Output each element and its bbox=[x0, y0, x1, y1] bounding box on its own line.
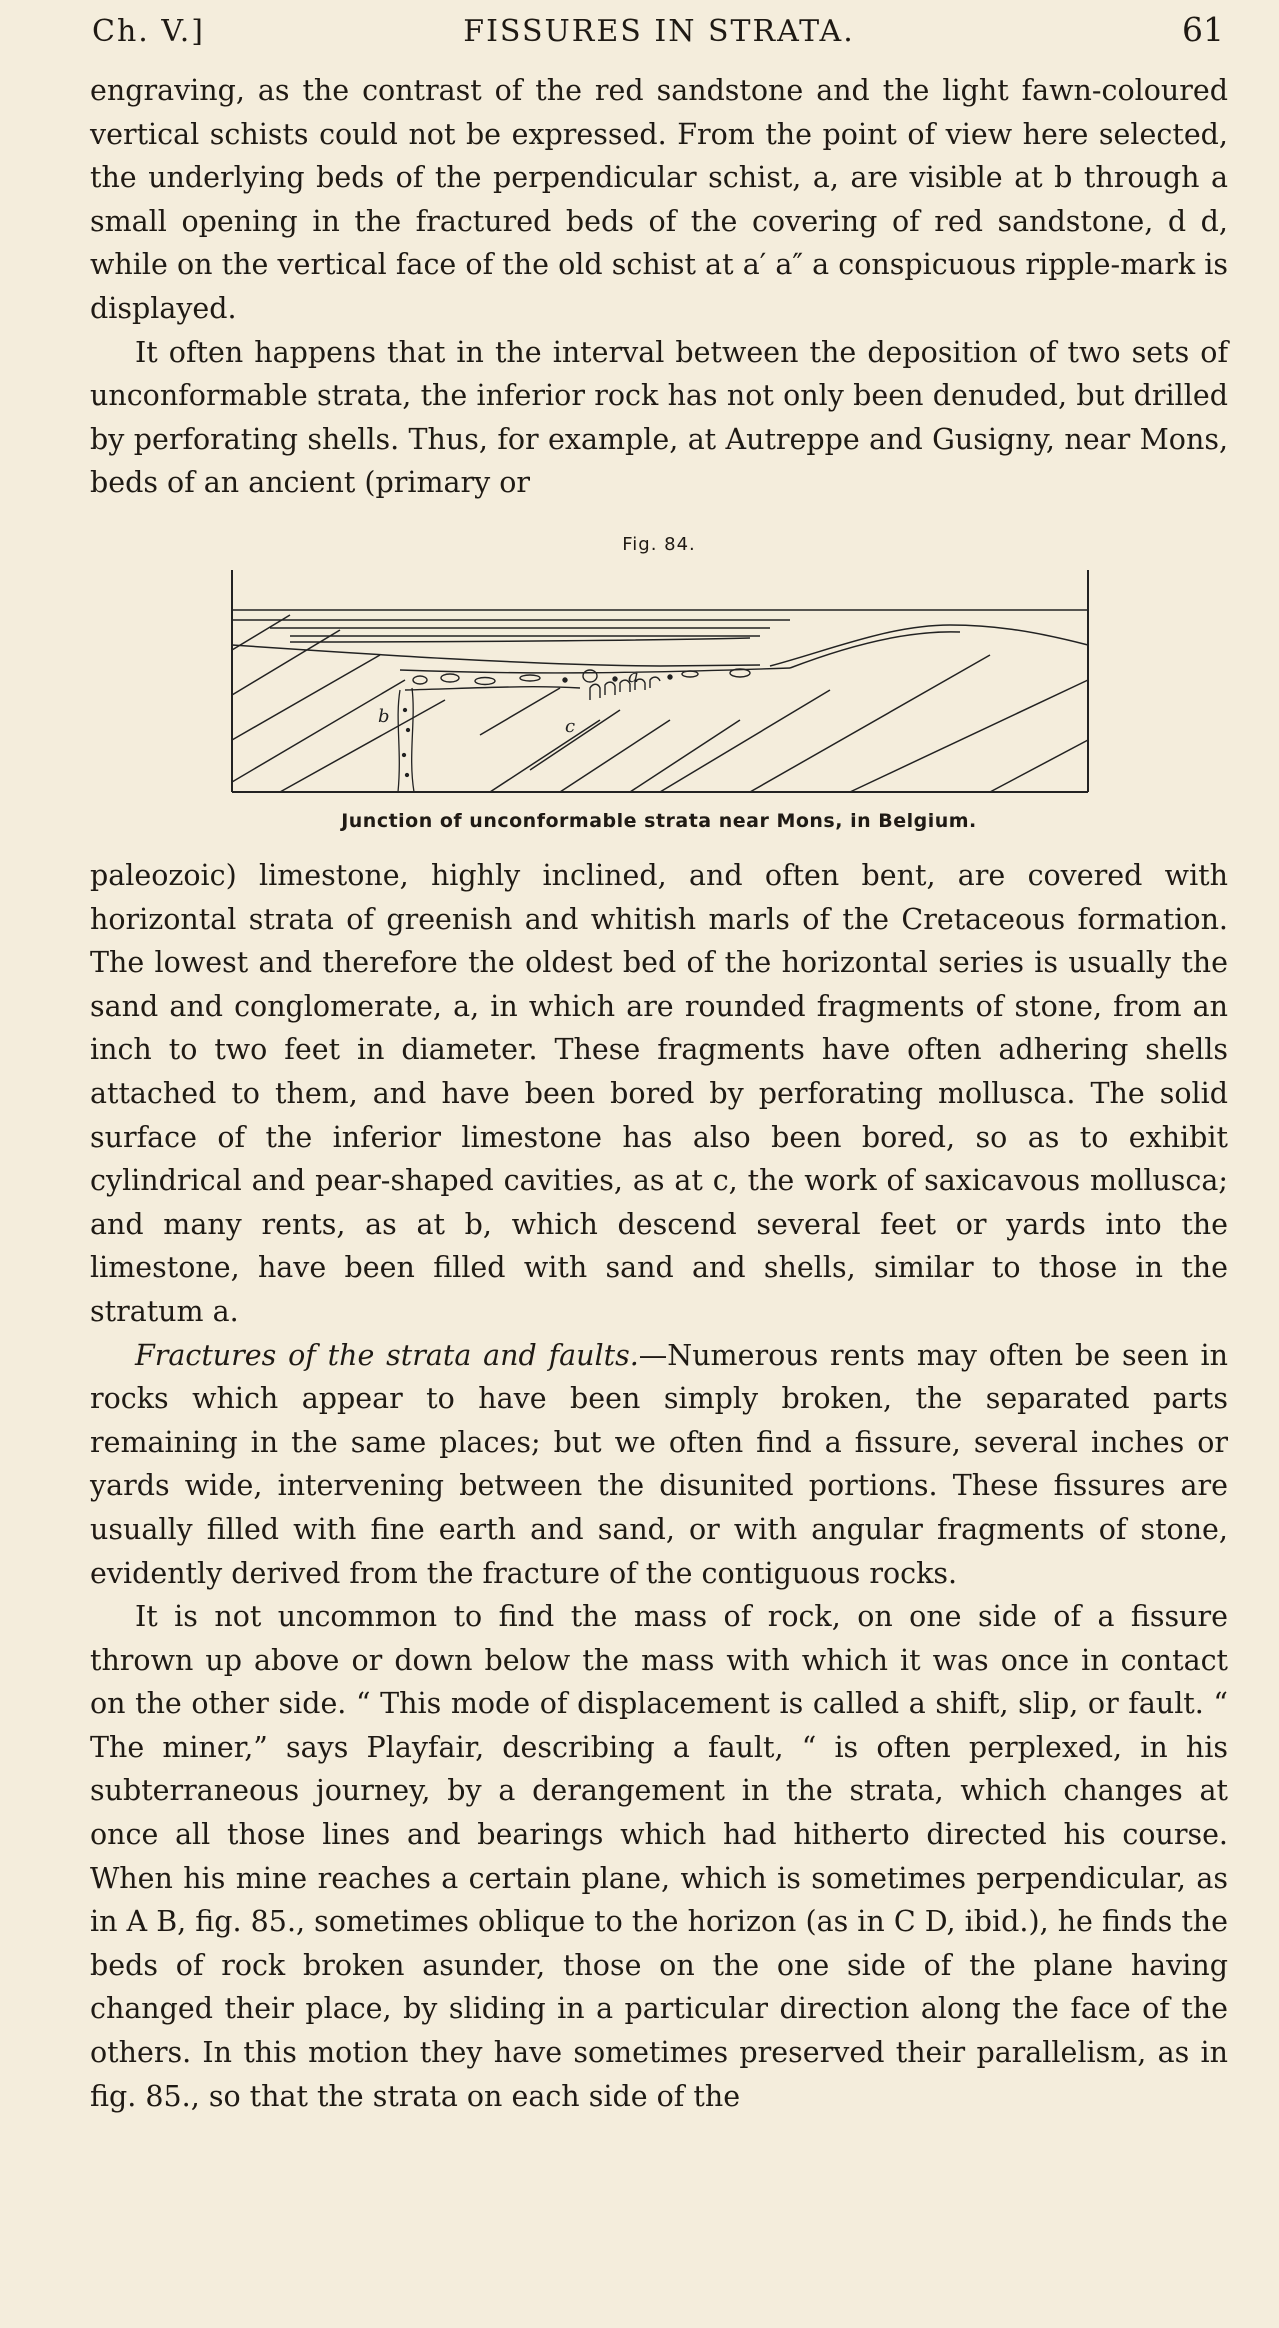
pebble bbox=[563, 678, 567, 682]
pebble bbox=[613, 677, 617, 681]
chapter-marker: Ch. V.] bbox=[92, 14, 206, 49]
paragraph: It often happens that in the interval between the deposition of two sets of unconformable strata, the inferior rock has not only been denuded, but drilled by perforating shells. Thus, for example, at Autreppe and Gusigny, near Mons, beds of an ancient (primary or bbox=[90, 335, 1228, 500]
figure-letter-c: c bbox=[565, 716, 576, 737]
fissure-b bbox=[398, 688, 414, 792]
text-block-bottom bbox=[90, 854, 1228, 2118]
paragraph-text: —Numerous rents may often be seen in rocks which appear to have been simply broken, the separated parts remaining in the same places; but we often find a fissure, several inches or yards wide, intervening between the disunited portions. These fissures are usually filled with fine earth and sand, or with angular fragments of stone, evidently derived from the fracture of the contiguous rocks. bbox=[90, 1338, 1228, 1590]
page-number: 61 bbox=[1182, 10, 1224, 49]
paragraph: paleozoic) limestone, highly inclined, and often bent, are covered with horizontal strata of greenish and whitish marls of the Cretaceous formation. The lowest and therefore the oldest bed of the horizontal series is usually the sand and conglomerate, a, in which are rounded fragments of stone, from an inch to two feet in diameter. These fragments have often adhering shells attached to them, and have been bored by perforating mollusca. The solid surface of the inferior limestone has also been bored, so as to exhibit cylindrical and pear-shaped cavities, as at c, the work of saxicavous mollusca; and many rents, as at b, which descend several feet or yards into the limestone, have been filled with sand and shells, similar to those in the stratum a. bbox=[90, 859, 1228, 1328]
paragraph: It is not uncommon to find the mass of rock, on one side of a fissure thrown up above or down below the mass with which it was once in contact on the other side. “ This mode of displacement is called a shift, slip, or fault. “ The miner,” says Playfair, describing a fault, “ is often perplexed, in his subterraneous journey, by a derangement in the strata, which changes at once all those lines and bearings which had hitherto directed his course. When his mine reaches a certain plane, which is sometimes perpendicular, as in A B, fig. 85., sometimes oblique to the horizon (as in C D, ibid.), he finds the beds of rock broken asunder, those on the one side of the plane having changed their place, by sliding in a particular direction along the face of the others. In this motion they have sometimes preserved their parallelism, as in fig. 85., so that the strata on each side of the bbox=[90, 1600, 1228, 2113]
pebble bbox=[475, 678, 495, 685]
conglomerate-layer bbox=[400, 668, 790, 690]
bored-cavities bbox=[590, 677, 660, 700]
pebble bbox=[668, 675, 672, 679]
horizontal-strata bbox=[232, 610, 1088, 666]
text-block-top bbox=[90, 69, 1228, 505]
paragraph: engraving, as the contrast of the red sandstone and the light fawn-coloured vertical schists could not be expressed. From the point of view here selected, the underlying beds of the perpendicular schist, a, are visible at b through a small opening in the fractured beds of the covering of red sandstone, d d, while on the vertical face of the old schist at a′ a″ a conspicuous ripple-mark is displayed. bbox=[90, 74, 1228, 325]
pebble bbox=[413, 676, 427, 684]
running-title: FISSURES IN STRATA. bbox=[463, 14, 855, 49]
figure-letter-b: b bbox=[378, 706, 390, 727]
figure-letter-a: a bbox=[628, 666, 639, 687]
figure-label: Fig. 84. bbox=[622, 534, 696, 555]
paragraph bbox=[90, 1334, 1228, 1596]
book-page bbox=[90, 0, 1228, 2328]
figure-caption: Junction of unconformable strata near Mons, in Belgium. bbox=[341, 810, 977, 832]
running-head bbox=[90, 8, 1228, 56]
pebble bbox=[520, 675, 540, 681]
figure-84-illustration bbox=[230, 570, 1090, 795]
pebble bbox=[441, 674, 459, 682]
pebble bbox=[682, 671, 698, 677]
pebble bbox=[583, 670, 597, 682]
section-heading: Fractures of the strata and faults. bbox=[135, 1338, 639, 1372]
